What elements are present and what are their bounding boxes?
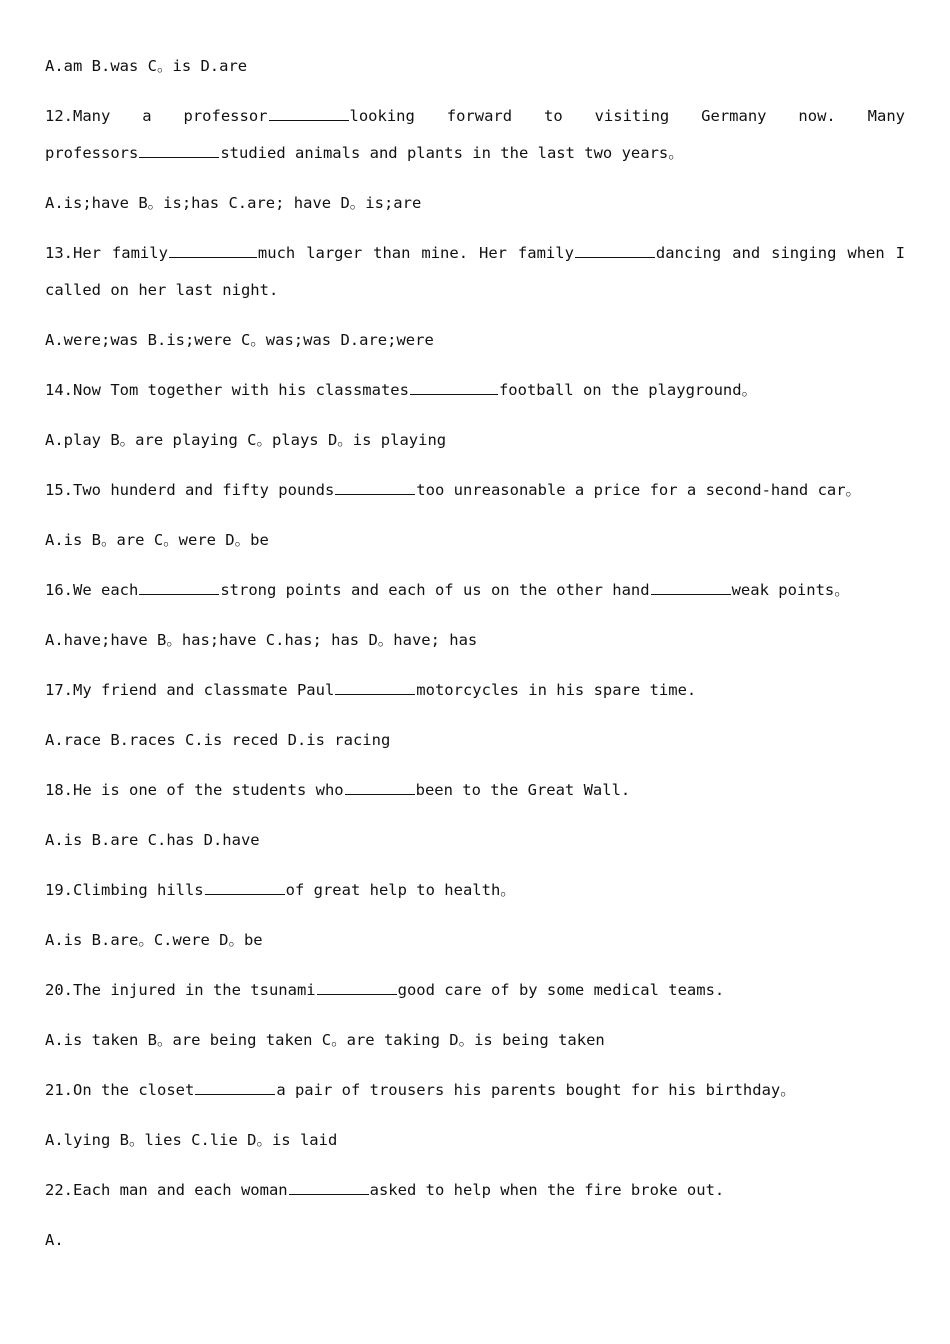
answer-options-22 [45, 1222, 905, 1259]
document-page [45, 48, 905, 1259]
question-text: much larger than mine. Her family [257, 244, 574, 262]
answer-blank[interactable] [317, 979, 397, 995]
answer-options-12 [45, 185, 905, 222]
question-text: a pair of trousers his parents bought for his birthday。 [276, 1081, 796, 1099]
question-12-line-2 [45, 135, 905, 172]
option-text: A.have;have B。has;have C.has; has D。have; has [45, 631, 478, 649]
question-text: 12.Many a professor [45, 107, 268, 125]
answer-options-19 [45, 922, 905, 959]
question-text: 21.On the closet [45, 1081, 195, 1099]
question-text: asked to help when the fire broke out. [369, 1181, 725, 1199]
question-19 [45, 872, 905, 909]
answer-blank[interactable] [139, 142, 219, 158]
option-text: A.is taken B。are being taken C。are taking D。is being taken [45, 1031, 605, 1049]
question-13-line-1 [45, 235, 905, 272]
option-text: A.play B。are playing C。plays D。is playing [45, 431, 447, 449]
option-text: A.is;have B。is;has C.are; have D。is;are [45, 194, 422, 212]
question-20 [45, 972, 905, 1009]
question-text: professors [45, 144, 139, 162]
answer-blank[interactable] [345, 779, 415, 795]
question-text: 18.He is one of the students who [45, 781, 344, 799]
question-text: of great help to health。 [285, 881, 516, 899]
answer-blank[interactable] [651, 579, 731, 595]
answer-options-20 [45, 1022, 905, 1059]
question-text: 20.The injured in the tsunami [45, 981, 316, 999]
question-17 [45, 672, 905, 709]
answer-blank[interactable] [335, 679, 415, 695]
question-text: 17.My friend and classmate Paul [45, 681, 335, 699]
question-13-line-2 [45, 272, 905, 309]
answer-options-16 [45, 622, 905, 659]
question-text: 13.Her family [45, 244, 168, 262]
question-text: football on the playground。 [498, 381, 758, 399]
question-16 [45, 572, 905, 609]
answer-blank[interactable] [269, 105, 349, 121]
option-text: A.is B。are C。were D。be [45, 531, 269, 549]
answer-blank[interactable] [195, 1079, 275, 1095]
question-text: 16.We each [45, 581, 139, 599]
option-text: A.is B.are。C.were D。be [45, 931, 263, 949]
answer-options-17 [45, 722, 905, 759]
answer-blank[interactable] [169, 242, 257, 258]
question-12-line-1 [45, 98, 905, 135]
question-text: dancing and singing when I [655, 244, 905, 262]
question-21 [45, 1072, 905, 1109]
answer-blank[interactable] [139, 579, 219, 595]
answer-options-18 [45, 822, 905, 859]
answer-options-14 [45, 422, 905, 459]
answer-blank[interactable] [205, 879, 285, 895]
answer-blank[interactable] [575, 242, 655, 258]
question-text: looking forward to visiting Germany now. Many [349, 107, 905, 125]
option-text: A. [45, 1231, 64, 1249]
question-text: called on her last night. [45, 281, 279, 299]
question-text: 14.Now Tom together with his classmates [45, 381, 409, 399]
option-text: A.am B.was C。is D.are [45, 57, 248, 75]
answer-blank[interactable] [410, 379, 498, 395]
option-text: A.is B.are C.has D.have [45, 831, 260, 849]
question-text: weak points。 [731, 581, 850, 599]
option-text: A.were;was B.is;were C。was;was D.are;were [45, 331, 434, 349]
answer-options-21 [45, 1122, 905, 1159]
option-text: A.lying B。lies C.lie D。is laid [45, 1131, 338, 1149]
option-text: A.race B.races C.is reced D.is racing [45, 731, 391, 749]
question-22 [45, 1172, 905, 1209]
answer-blank[interactable] [289, 1179, 369, 1195]
question-text: been to the Great Wall. [415, 781, 631, 799]
question-text: studied animals and plants in the last two years。 [220, 144, 684, 162]
answer-options-13 [45, 322, 905, 359]
question-text: 22.Each man and each woman [45, 1181, 288, 1199]
question-text: strong points and each of us on the other hand [220, 581, 650, 599]
answer-options-11 [45, 48, 905, 85]
question-text: 19.Climbing hills [45, 881, 204, 899]
question-text: motorcycles in his spare time. [416, 681, 697, 699]
question-text: 15.Two hunderd and fifty pounds [45, 481, 335, 499]
question-text: good care of by some medical teams. [397, 981, 725, 999]
question-15 [45, 472, 905, 509]
question-14 [45, 372, 905, 409]
answer-options-15 [45, 522, 905, 559]
question-text: too unreasonable a price for a second-hand car。 [416, 481, 862, 499]
answer-blank[interactable] [335, 479, 415, 495]
question-18 [45, 772, 905, 809]
